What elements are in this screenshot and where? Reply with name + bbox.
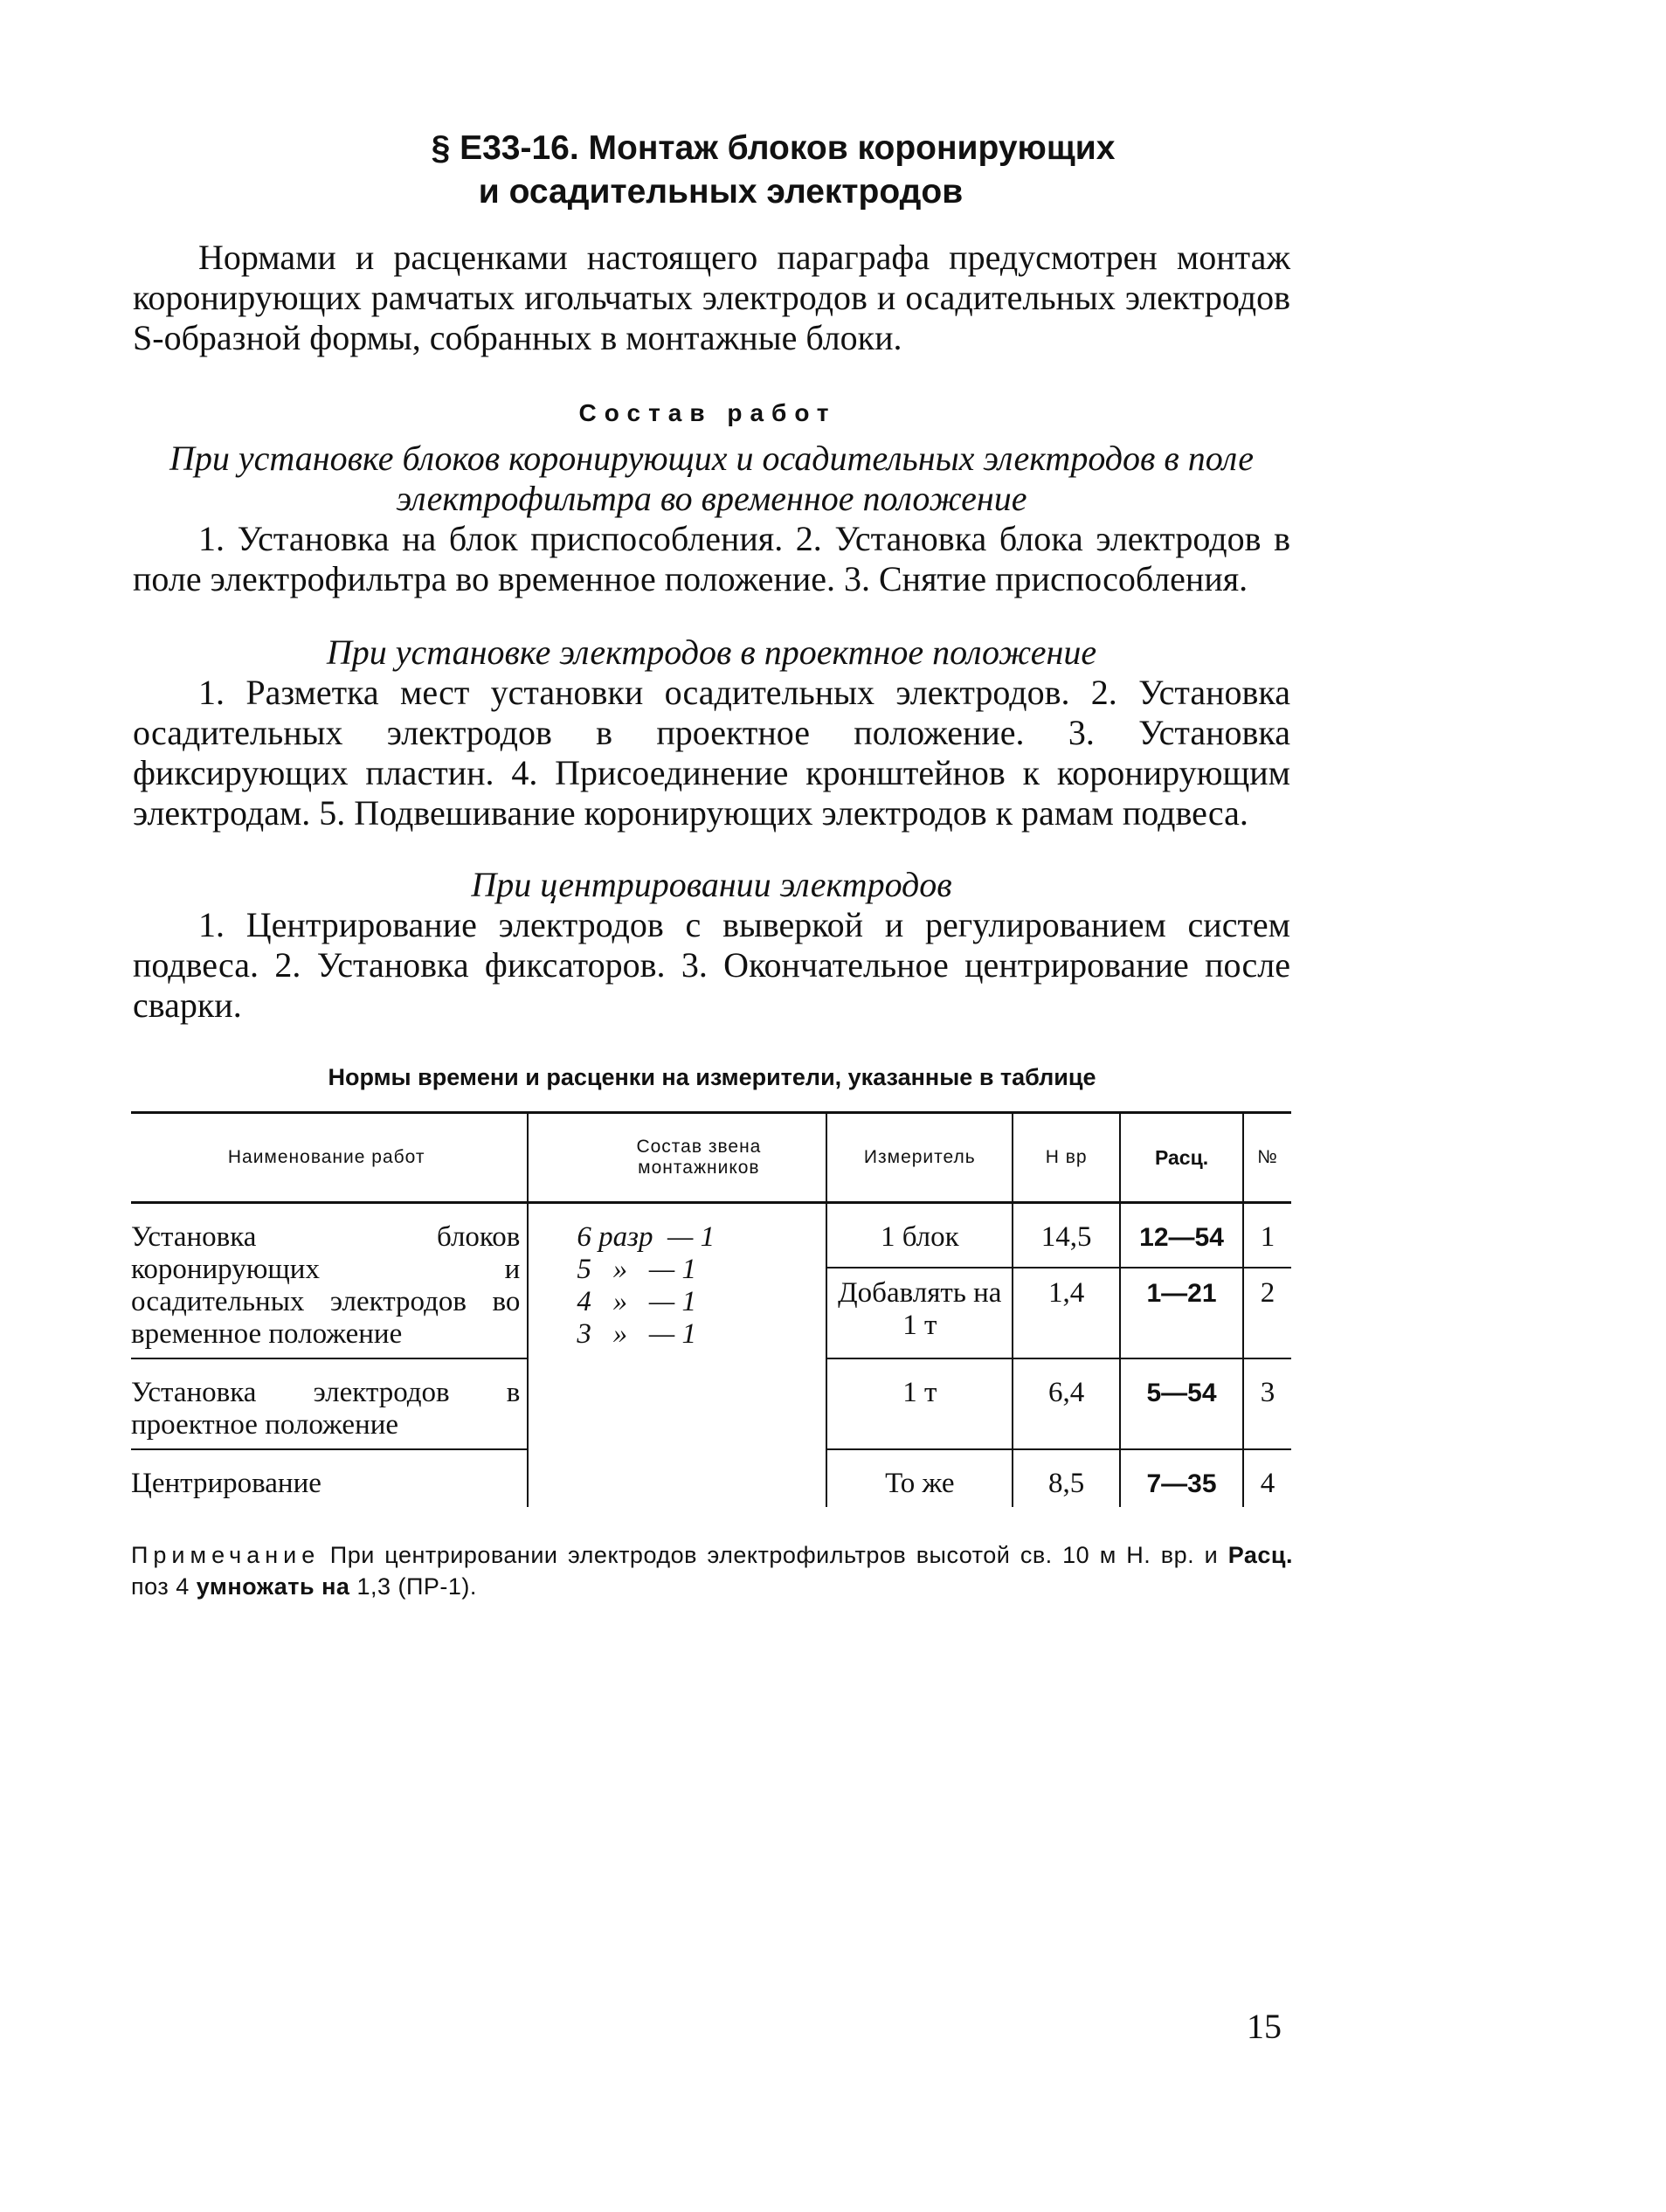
crew-line: 5 » — 1 xyxy=(577,1254,696,1285)
work-section-2 xyxy=(133,632,1290,833)
note-bold-rate: Расц. xyxy=(1227,1542,1293,1568)
row-unit: 1 т xyxy=(826,1358,1013,1449)
table-caption: Нормы времени и расценки на измерители, указанные в таблице xyxy=(328,1064,1096,1090)
work-section-subtitle: При установке блоков коронирующих и осадительных электродов в поле электрофильтра во временное положение xyxy=(169,439,1254,518)
section-title xyxy=(131,127,1424,214)
crew-line: 3 » — 1 xyxy=(577,1318,696,1350)
row-unit: 1 блок xyxy=(826,1203,1013,1268)
row-hours: 1,4 xyxy=(1013,1268,1120,1358)
row-rate: 5—54 xyxy=(1120,1358,1243,1449)
crew-line: 6 разр — 1 xyxy=(577,1221,715,1253)
note-text: поз 4 xyxy=(131,1573,197,1600)
work-section-3 xyxy=(133,865,1290,1026)
row-name: Установка электродов в проектное положение xyxy=(131,1358,528,1449)
row-number: 3 xyxy=(1243,1358,1291,1449)
work-section-1 xyxy=(133,439,1290,599)
note-bold-multiply: умножать на xyxy=(196,1573,350,1600)
row-hours: 6,4 xyxy=(1013,1358,1120,1449)
work-section-text: 1. Разметка мест установки осадительных электродов. 2. Установка осадительных электродов в проектное положение. 3. Установка фиксирующих пластин. 4. Присоединение кронштейнов к коронирующим электродам. 5. Подвешивание коронирующих электродов к рамам подвеса. xyxy=(133,673,1290,833)
header-number: № xyxy=(1243,1113,1291,1203)
header-name: Наименование работ xyxy=(131,1113,528,1203)
section-title-line-1: § Е33-16. Монтаж блоков коронирующих xyxy=(431,129,1116,167)
note-text: 1,3 (ПР-1). xyxy=(349,1573,477,1600)
row-hours: 8,5 xyxy=(1013,1449,1120,1507)
work-composition-heading: Состав работ xyxy=(578,399,837,426)
row-hours: 14,5 xyxy=(1013,1203,1120,1268)
row-unit: То же xyxy=(826,1449,1013,1507)
crew-cell xyxy=(528,1203,826,1508)
work-section-subtitle: При установке электродов в проектное положение xyxy=(326,632,1097,672)
intro-paragraph: Нормами и расценками настоящего параграфа предусмотрен монтаж коронирующих рамчатых игольчатых электродов и осадительных электродов S-образной формы, собранных в монтажные блоки. xyxy=(133,238,1290,357)
header-hours: Н вр xyxy=(1013,1113,1120,1203)
row-rate: 7—35 xyxy=(1120,1449,1243,1507)
row-rate: 1—21 xyxy=(1120,1268,1243,1358)
row-number: 4 xyxy=(1243,1449,1291,1507)
row-rate: 12—54 xyxy=(1120,1203,1243,1268)
row-number: 1 xyxy=(1243,1203,1291,1268)
header-unit: Измеритель xyxy=(826,1113,1013,1203)
table-row xyxy=(131,1203,1291,1268)
note-text: При центрировании электродов электрофильтров высотой св. 10 м Н. вр. и xyxy=(329,1542,1228,1568)
table-note xyxy=(131,1539,1293,1602)
row-unit: Добавлять на 1 т xyxy=(826,1268,1013,1358)
header-rate: Расц. xyxy=(1120,1113,1243,1203)
section-title-line-2: и осадительных электродов xyxy=(478,173,964,211)
work-section-subtitle: При центрировании электродов xyxy=(471,865,952,904)
row-name: Установка блоков коронирующих и осадительных электродов во временное положение xyxy=(131,1203,528,1359)
norms-table xyxy=(131,1111,1291,1507)
page-number: 15 xyxy=(1247,2007,1282,2046)
row-name: Центрирование xyxy=(131,1468,321,1499)
work-section-text: 1. Центрирование электродов с выверкой и регулированием систем подвеса. 2. Установка фиксаторов. 3. Окончательное центрирование после сварки. xyxy=(133,905,1290,1025)
crew-line: 4 » — 1 xyxy=(577,1286,696,1317)
work-section-text: 1. Установка на блок приспособления. 2. Установка блока электродов в поле электрофильтра во временное положение. 3. Снятие приспособления. xyxy=(133,519,1290,598)
table-header-row xyxy=(131,1113,1291,1203)
header-crew: Состав звена монтажников xyxy=(528,1113,826,1203)
note-label: Примечание xyxy=(131,1542,321,1568)
row-number: 2 xyxy=(1243,1268,1291,1358)
